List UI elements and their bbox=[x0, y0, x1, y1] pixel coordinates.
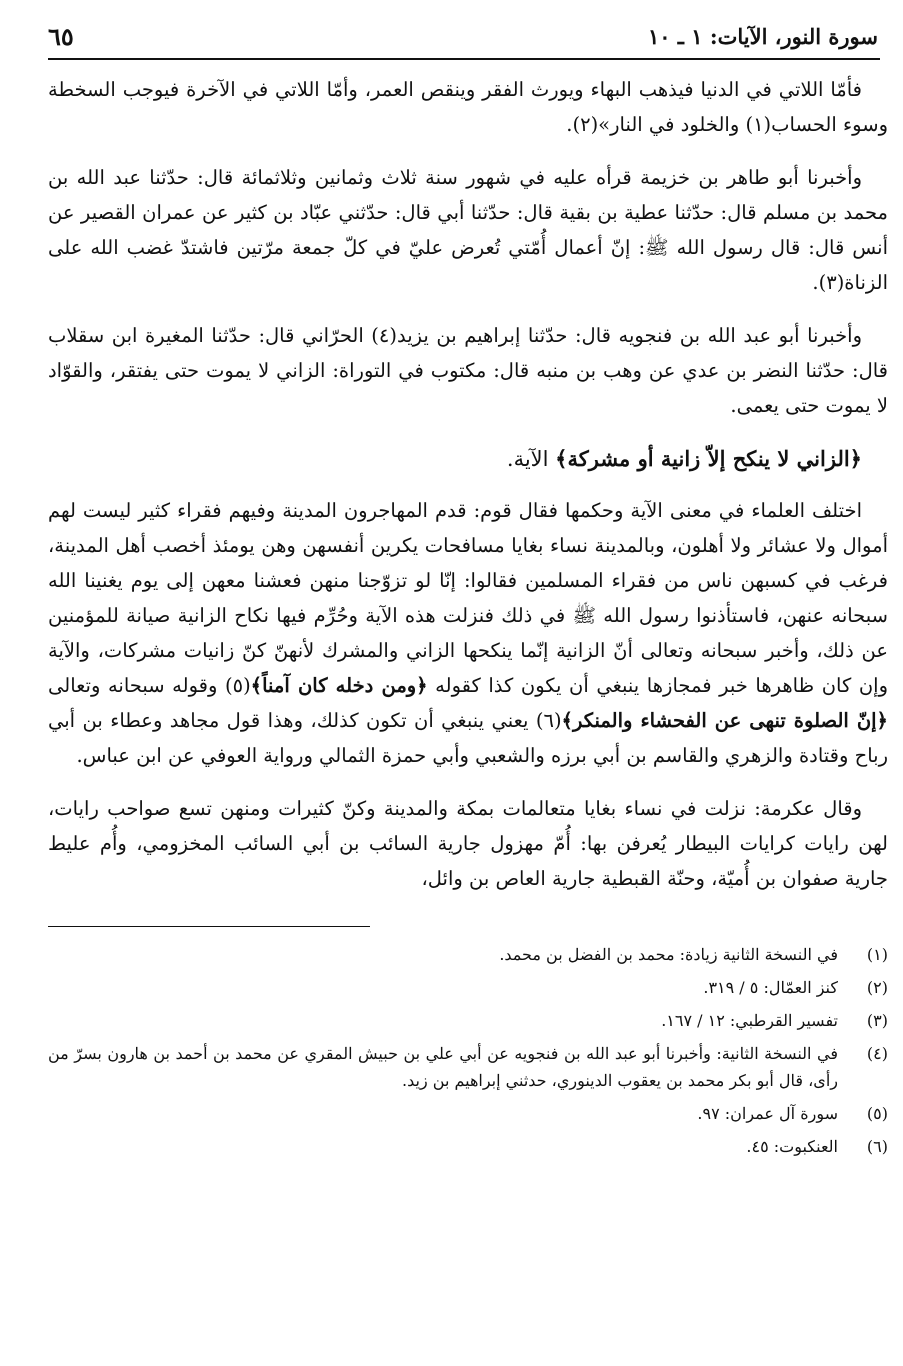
footnote-text: تفسير القرطبي: ١٢ / ١٦٧. bbox=[661, 1011, 838, 1030]
footnote bbox=[48, 1007, 888, 1034]
inline-verse: ﴿إنّ الصلوة تنهى عن الفحشاء والمنكر﴾ bbox=[561, 709, 888, 732]
running-title: سورة النور، الآيات: ١ ـ ١٠ bbox=[647, 24, 878, 49]
header-divider bbox=[48, 58, 880, 60]
paragraph: وأخبرنا أبو طاهر بن خزيمة قرأه عليه في شهور سنة ثلاث وثمانين وثلاثمائة قال: حدّثنا عبد الله بن محمد بن مسلم قال: حدّثنا عطية بن بقية قال: حدّثنا أبي قال: حدّثني عبّاد بن كثير عن عمران القصير عن أنس قال: قال رسول الله ﷺ: إنّ أعمال أُمّتي تُعرض عليّ في كلّ جمعة مرّتين فاشتدّ غضب الله على الزناة(٣). bbox=[48, 166, 888, 294]
verse-suffix: الآية. bbox=[506, 447, 556, 471]
footnote-text: سورة آل عمران: ٩٧. bbox=[697, 1104, 838, 1123]
footnote bbox=[48, 941, 888, 968]
paragraph: وقال عكرمة: نزلت في نساء بغايا متعالمات بمكة والمدينة وكنّ كثيرات ومنهن تسع صواحب رايات، لهن رايات كرايات البيطار يُعرفن بها: أُمّ مهزول جارية السائب بن أبي السائب المخزومي، وأُم عليط جارية صفوان بن أُميّة، وحنّة القبطية جارية العاص بن وائل، bbox=[48, 797, 888, 890]
footnote-divider bbox=[48, 926, 370, 927]
footnote-number: (٥) bbox=[866, 1104, 888, 1123]
footnote bbox=[48, 1100, 888, 1127]
footnote-number: (٣) bbox=[866, 1011, 888, 1030]
footnote bbox=[48, 1040, 888, 1094]
page-header bbox=[48, 18, 888, 58]
page-number: ٦٥ bbox=[48, 22, 74, 51]
footnote-text: كنز العمّال: ٥ / ٣١٩. bbox=[703, 978, 838, 997]
footnote-text: في النسخة الثانية: وأخبرنا أبو عبد الله بن فنجويه عن أبي علي بن حبيش المقري عن محمد بن أحمد بن هارون بسرّ من رأى، قال أبو بكر محمد بن يعقوب الدينوري، حدثني إبراهيم بن زيد. bbox=[48, 1044, 838, 1090]
inline-verse: ﴿ومن دخله كان آمناً﴾ bbox=[250, 674, 428, 697]
footnote-text: العنكبوت: ٤٥. bbox=[746, 1137, 838, 1156]
footnote-number: (٤) bbox=[866, 1044, 888, 1063]
paragraph-segment: (٦) يعني ينبغي أن تكون كذلك، وهذا قول مجاهد وعطاء بن أبي رباح وقتادة والزهري والقاسم بن أبي برزه والشعبي وأبي حمزة الثمالي ورواية العوفي عن ابن عباس. bbox=[48, 709, 888, 767]
footnote-number: (١) bbox=[866, 945, 888, 964]
paragraph-segment: اختلف العلماء في معنى الآية وحكمها فقال قوم: قدم المهاجرون المدينة وفيهم فقراء كثير ليست لهم أموال ولا عشائر ولا أهلون، وبالمدينة نساء بغايا مسافحات يكرين أنفسهن وهن يومئذ أخصب أهل المدينة، فرغب في كسبهن ناس من فقراء المسلمين فقالوا: إنّا لو تزوّجنا منهن فعشنا معهن إلى يوم يغنينا الله سبحانه عنهن، فاستأذنوا رسول الله ﷺ في ذلك فنزلت هذه الآية وحُرِّم فيها نكاح الزانية صيانة للمؤمنين عن ذلك، وأخبر سبحانه وتعالى أنّ الزانية إنّما ينكحها الزاني والمشرك لأنهنّ كنّ زانيات مشركات، والآية وإن كان ظاهرها خبر فمجازها ينبغي أن يكون كذا كقوله bbox=[48, 499, 888, 697]
footnote-number: (٢) bbox=[866, 978, 888, 997]
paragraph bbox=[48, 493, 888, 773]
verse-text: ﴿الزاني لا ينكح إلاّ زانية أو مشركة﴾ bbox=[555, 446, 862, 471]
book-page bbox=[48, 18, 888, 1348]
paragraph: وأخبرنا أبو عبد الله بن فنجويه قال: حدّثنا إبراهيم بن يزيد(٤) الحرّاني قال: حدّثنا المغيرة ابن سقلاب قال: حدّثنا النضر بن عدي عن وهب بن منبه قال: مكتوب في التوراة: الزاني لا يموت حتى يفتقر، والقوّاد لا يموت حتى يعمى. bbox=[48, 324, 888, 417]
paragraph: فأمّا اللاتي في الدنيا فيذهب البهاء ويورث الفقر وينقص العمر، وأمّا اللاتي في الآخرة فيوجب السخطة وسوء الحساب(١) والخلود في النار»(٢). bbox=[48, 78, 888, 136]
paragraph-segment: (٥) وقوله سبحانه وتعالى bbox=[48, 674, 251, 697]
main-text bbox=[48, 72, 888, 896]
verse-heading bbox=[48, 441, 888, 477]
footnote-number: (٦) bbox=[866, 1137, 888, 1156]
footnotes bbox=[48, 941, 888, 1160]
footnote-text: في النسخة الثانية زيادة: محمد بن الفضل بن محمد. bbox=[499, 945, 838, 964]
footnote bbox=[48, 1133, 888, 1160]
footnote bbox=[48, 974, 888, 1001]
